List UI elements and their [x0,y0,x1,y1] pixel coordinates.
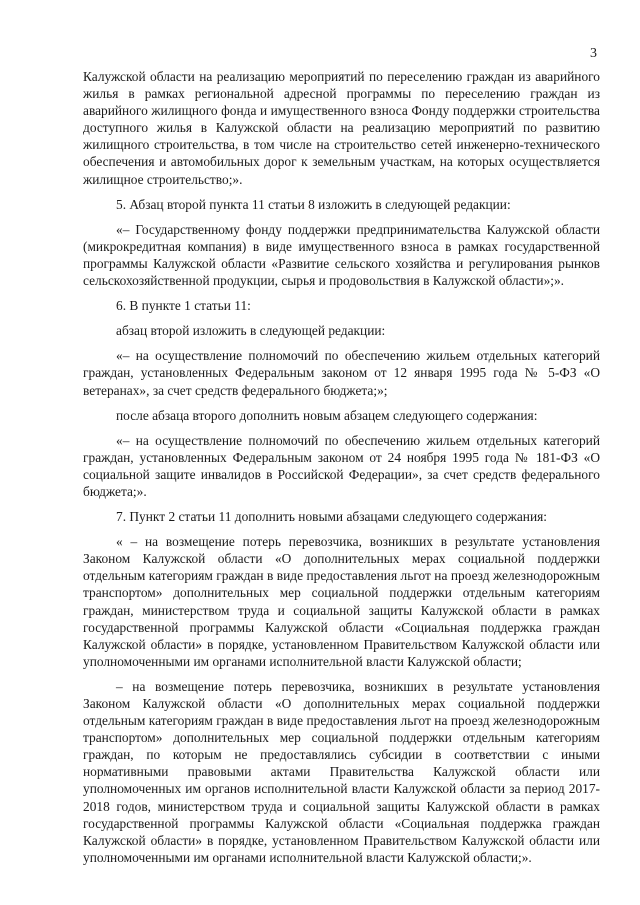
paragraph-item-6-text-1: «– на осуществление полномочий по обеспечению жильем отдельных категорий граждан, установленных Федеральным законом от 12 января 1995 года № 5-ФЗ «О ветеранах», за счет средств федерального бюджета;»; [83,348,600,398]
page-number: 3 [590,46,597,61]
paragraph-item-6-sub-1: абзац второй изложить в следующей редакции: [116,323,386,339]
document-body [83,68,600,866]
paragraph-item-5-text: «– Государственному фонду поддержки предпринимательства Калужской области (микрокредитная компания) в виде имущественного взноса в рамках государственной программы Калужской области «Развитие сельского хозяйства и регулирования рынков сельскохозяйственной продукции, сырья и продовольствия в Калужской области»;». [83,221,600,289]
paragraph-item-6-text-2: «– на осуществление полномочий по обеспечению жильем отдельных категорий граждан, установленных Федеральным законом от 24 ноября 1995 года № 181-ФЗ «О социальной защите инвалидов в Российской Федерации», за счет средств федерального бюджета;». [83,432,600,499]
paragraph-item-7-text-1: « – на возмещение потерь перевозчика, возникших в результате установления Законом Калужской области «О дополнительных мерах социальной поддержки отдельным категориям граждан в виде предоставления льгот на проезд железнодорожным транспортом» дополнительных мер социальной поддержки отдельным категориям граждан, министерством труда и социальной защиты Калужской области в рамках государственной программы Калужской области «Социальная поддержка граждан Калужской области» в порядке, установленном Правительством Калужской области или уполномоченными им органами исполнительной власти Калужской области; [83,534,600,669]
paragraph-item-7-text-2: – на возмещение потерь перевозчика, возникших в результате установления Законом Калужской области «О дополнительных мерах социальной поддержки отдельным категориям граждан в виде предоставления льгот на проезд железнодорожным транспортом» дополнительных мер социальной поддержки отдельным категориям граждан, по которым не предоставлялись субсидии в соответствии с иными нормативными правовыми актами Правительства Калужской области или уполномоченных им органов исполнительной власти Калужской области за период 2017-2018 годов, министерством труда и социальной защиты Калужской области в рамках государственной программы Калужской области «Социальная поддержка граждан Калужской области» в порядке, установленном Правительством Калужской области или уполномоченными им органами исполнительной власти Калужской области;». [83,678,600,865]
paragraph-item-6: 6. В пункте 1 статьи 11: [116,298,251,314]
paragraph-continuation: Калужской области на реализацию мероприятий по переселению граждан из аварийного жилья в рамках региональной адресной программы по переселению граждан из аварийного жилищного фонда и имущественного взноса Фонду поддержки строительства доступного жилья в Калужской области на реализацию мероприятий по развитию жилищного строительства, в том числе на строительство сетей инженерно-технического обеспечения и автомобильных дорог к земельным участкам, на которых осуществляется жилищное строительство;». [83,69,600,187]
paragraph-item-5: 5. Абзац второй пункта 11 статьи 8 изложить в следующей редакции: [116,196,511,212]
paragraph-item-6-sub-2: после абзаца второго дополнить новым абзацем следующего содержания: [116,407,538,423]
paragraph-item-7: 7. Пункт 2 статьи 11 дополнить новыми абзацами следующего содержания: [116,509,548,525]
